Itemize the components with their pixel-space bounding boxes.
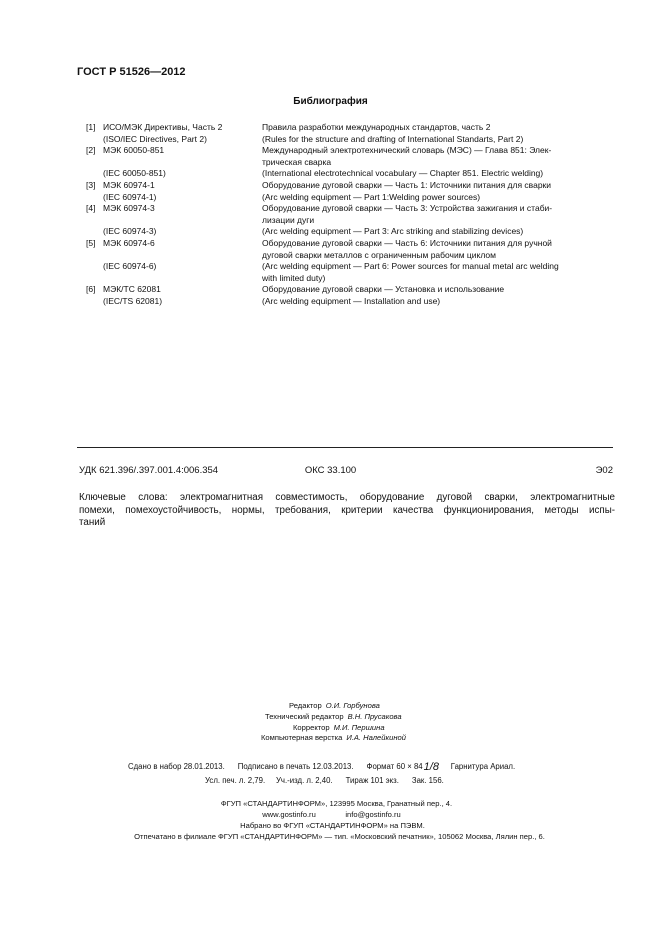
entry-reference-line: (IEC 60974-3) — [103, 226, 157, 237]
entry-reference — [102, 238, 262, 284]
entry-number: [4] — [86, 203, 96, 214]
entry-title-line: трическая сварка — [262, 156, 332, 167]
credit-editor — [0, 701, 661, 712]
entry-reference — [102, 145, 262, 180]
entry-title-line: Правила разработки международных стандартов, часть 2 — [262, 122, 491, 132]
entry-reference-line: МЭК 60974-3 — [103, 203, 155, 214]
imprint-order: Зак. 156. — [411, 776, 444, 785]
divider — [77, 447, 613, 448]
publisher-address: ФГУП «СТАНДАРТИНФОРМ», 123995 Москва, Гранатный пер., 4. — [220, 799, 453, 808]
entry-title-line: (Arc welding equipment — Installation and use) — [262, 295, 441, 306]
credit-label: Корректор — [293, 722, 330, 732]
entry-number: [2] — [86, 145, 96, 156]
publisher-printed: Отпечатано в филиале ФГУП «СТАНДАРТИНФОРМ» — тип. «Московский печатник», 105062 Москва, Лялин пер., 6. — [134, 832, 545, 841]
entry-title-line: (Arc welding equipment — Part 3: Arc striking and stabilizing devices) — [262, 226, 524, 237]
credit-name: В.Н. Прусакова — [347, 711, 402, 721]
entry-title — [262, 145, 620, 180]
entry-reference-line: МЭК 60974-6 — [103, 237, 155, 248]
imprint-pub-sheets: Уч.-изд. л. 2,40. — [275, 776, 333, 785]
entry-title-line: (Arc welding equipment — Part 1:Welding power sources) — [262, 191, 481, 202]
standard-number: ГОСТ Р 51526—2012 — [77, 66, 186, 78]
bibliography-entry — [86, 180, 620, 203]
entry-title-line: Оборудование дуговой сварки — Часть 6: Источники питания для ручной — [262, 237, 552, 248]
entry-title-line: Оборудование дуговой сварки — Часть 3: Устройства зажигания и стаби- — [262, 203, 553, 214]
credit-name: М.И. Першина — [333, 722, 385, 732]
entry-reference — [102, 122, 262, 145]
oks-code: ОКС 33.100 — [304, 465, 357, 476]
imprint-signed: Подписано в печать 12.03.2013. — [237, 762, 354, 771]
bibliography-title: Библиография — [293, 96, 368, 107]
credit-label: Технический редактор — [265, 711, 344, 721]
entry-title-line: (Rules for the structure and drafting of International Standarts, Part 2) — [262, 133, 524, 144]
credit-label: Редактор — [289, 701, 322, 710]
publisher-typeset: Набрано во ФГУП «СТАНДАРТИНФОРМ» на ПЭВМ. — [240, 821, 425, 830]
keywords-line: таний — [79, 517, 106, 529]
credit-layout — [0, 733, 661, 744]
entry-reference-line: ИСО/МЭК Директивы, Часть 2 — [103, 122, 223, 132]
imprint-sheets: Усл. печ. л. 2,79. — [205, 776, 266, 785]
entry-title-line: Оборудование дуговой сварки — Часть 1: Источники питания для сварки — [262, 179, 552, 190]
entry-title-line: лизации дуги — [262, 214, 315, 225]
entry-title-line: Международный электротехнический словарь (МЭС) — Глава 851: Элек- — [262, 145, 552, 156]
classification-code: Э02 — [595, 465, 613, 476]
entry-number: [6] — [86, 284, 96, 295]
imprint-format: Формат 60 × 84 — [366, 762, 423, 771]
entry-title-line: with limited duty) — [262, 272, 326, 283]
entry-reference-line: (IEC/TS 62081) — [103, 295, 163, 306]
imprint-sent: Сдано в набор 28.01.2013. — [128, 762, 225, 771]
bibliography-entry — [86, 284, 620, 307]
entry-title — [262, 238, 620, 284]
imprint-format-fraction: 1/8 — [423, 761, 439, 773]
entry-number: [5] — [86, 237, 96, 248]
entry-title — [262, 284, 620, 307]
entry-title — [262, 180, 620, 203]
entry-reference-line — [103, 250, 262, 262]
publisher-website[interactable]: www.gostinfo.ru — [262, 810, 316, 819]
entry-title-line: (Arc welding equipment — Part 6: Power sources for manual metal arc welding — [262, 261, 559, 272]
credit-corrector — [0, 723, 661, 734]
publisher-email[interactable]: info@gostinfo.ru — [345, 810, 401, 819]
entry-number: [3] — [86, 179, 96, 190]
credit-name: О.И. Горбунова — [325, 701, 380, 710]
entry-reference-line: МЭК 60974-1 — [103, 179, 155, 190]
credit-tech-editor — [0, 712, 661, 723]
entry-reference-line: (IEC 60050-851) — [103, 168, 166, 179]
entry-title-line: (International electrotechnical vocabulary — Chapter 851. Electric welding) — [262, 168, 544, 179]
bibliography-entry — [86, 122, 620, 145]
keywords-line: помехи, помехоустойчивость, нормы, требования, критерии качества функционирования, методы испы- — [79, 504, 615, 516]
credit-label: Компьютерная верстка — [261, 733, 343, 743]
publisher-block — [0, 798, 661, 842]
imprint-line-2 — [205, 776, 444, 785]
credits-block — [0, 701, 661, 744]
credit-name: И.А. Налейкиной — [346, 733, 406, 743]
entry-reference-line: МЭК/ТС 62081 — [103, 284, 161, 295]
entry-reference-line: МЭК 60050-851 — [103, 145, 165, 156]
entry-reference-line: (ISO/IEC Directives, Part 2) — [103, 133, 207, 144]
udk-code: УДК 621.396/.397.001.4:006.354 — [79, 465, 219, 476]
imprint-line-1 — [128, 760, 515, 772]
bibliography-entry — [86, 203, 620, 238]
imprint-font: Гарнитура Ариал. — [450, 762, 516, 771]
imprint-copies: Тираж 101 экз. — [345, 776, 399, 785]
keywords-line: Ключевые слова: электромагнитная совместимость, оборудование дуговой сварки, электромагнитные — [79, 492, 615, 503]
entry-reference-line — [103, 215, 262, 227]
keywords-block — [79, 492, 615, 530]
entry-title-line: Оборудование дуговой сварки — Установка и использование — [262, 284, 505, 295]
bibliography-entry — [86, 145, 620, 180]
entry-reference-line: (IEC 60974-1) — [103, 191, 157, 202]
entry-title-line: дуговой сварки металлов с ограниченным рабочим циклом — [262, 249, 496, 260]
entry-title — [262, 122, 620, 145]
entry-title — [262, 203, 620, 238]
entry-reference-line — [103, 157, 262, 169]
bibliography-list — [86, 122, 620, 308]
entry-reference — [102, 203, 262, 238]
entry-reference-line: (IEC 60974-6) — [103, 261, 157, 272]
entry-number: [1] — [86, 122, 96, 132]
entry-reference — [102, 284, 262, 307]
bibliography-entry — [86, 238, 620, 284]
publisher-contacts — [0, 809, 661, 820]
entry-reference — [102, 180, 262, 203]
